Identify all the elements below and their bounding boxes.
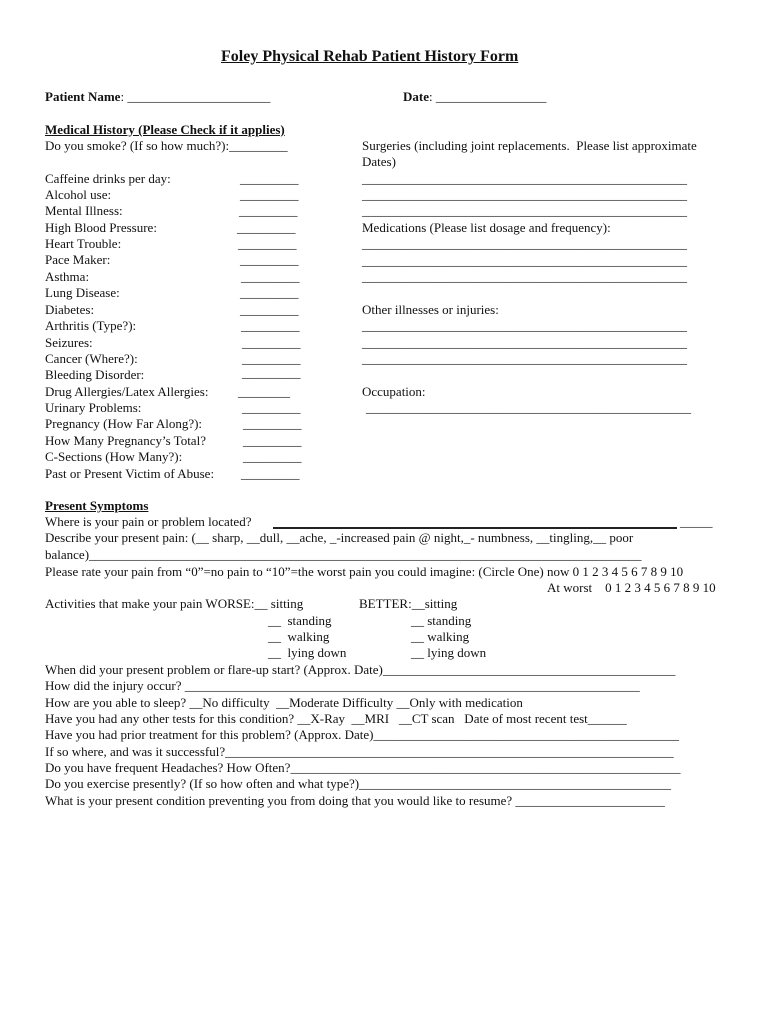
history-item-diabetes: Diabetes: <box>45 302 95 317</box>
surgeries-label-dates: Dates) <box>362 154 396 169</box>
date-label: Date <box>403 89 429 104</box>
history-item-seizures: Seizures: <box>45 335 93 350</box>
history-item-arthritis: Arthritis (Type?): <box>45 318 137 333</box>
pain-description-question[interactable]: Describe your present pain: (__ sharp, __dull, __ache, _-increased pain @ night,_- numbness, __tingling,__ poor <box>45 530 634 545</box>
medications-line[interactable]: __________________________________________________ <box>362 253 687 268</box>
occupation-line[interactable]: __________________________________________________ <box>366 400 691 415</box>
pain-location-tail[interactable]: _____ <box>680 514 713 529</box>
medications-label: Medications (Please list dosage and frequency): <box>362 220 611 235</box>
history-item-lung-disease: Lung Disease: <box>45 285 120 300</box>
smoke-question[interactable]: Do you smoke? (If so how much?):_________ <box>45 138 288 153</box>
better-option-standing[interactable]: __ standing <box>411 613 472 628</box>
history-blank-diabetes[interactable]: _________ <box>240 302 299 317</box>
question-sleep[interactable]: How are you able to sleep? __No difficulty __Moderate Difficulty __Only with medication <box>45 695 523 710</box>
question-condition-preventing[interactable]: What is your present condition preventing you from doing that you would like to resume? _______________________ <box>45 793 665 808</box>
history-item-drug-allergies: Drug Allergies/Latex Allergies: <box>45 384 209 399</box>
history-blank-asthma[interactable]: _________ <box>241 269 300 284</box>
occupation-label: Occupation: <box>362 384 426 399</box>
history-blank-pregnancy-total[interactable]: _________ <box>243 433 302 448</box>
history-blank-c-sections[interactable]: _________ <box>243 449 302 464</box>
patient-name-label: Patient Name <box>45 89 121 104</box>
pain-location-question: Where is your pain or problem located? <box>45 514 252 529</box>
pain-location-line[interactable] <box>273 527 677 529</box>
pain-rating-now[interactable]: Please rate your pain from “0”=no pain to “10”=the worst pain you could imagine: (Circle One) now 0 1 2 3 4 5 6 7 8 9 10 <box>45 564 684 579</box>
surgeries-line[interactable]: __________________________________________________ <box>362 187 687 202</box>
question-exercise[interactable]: Do you exercise presently? (If so how often and what type?)________________________________________________ <box>45 776 672 791</box>
form-title: Foley Physical Rehab Patient History Form <box>221 48 519 65</box>
history-blank-pregnancy[interactable]: _________ <box>243 416 302 431</box>
question-prior-treatment[interactable]: Have you had prior treatment for this problem? (Approx. Date)_______________________________________________ <box>45 727 680 742</box>
patient-name-field[interactable] <box>45 89 270 105</box>
history-item-pregnancy-total: How Many Pregnancy’s Total? <box>45 433 206 448</box>
history-blank-alcohol[interactable]: _________ <box>240 187 299 202</box>
history-blank-lung-disease[interactable]: _________ <box>240 285 299 300</box>
history-item-alcohol: Alcohol use: <box>45 187 112 202</box>
history-blank-caffeine[interactable]: _________ <box>240 171 299 186</box>
question-headaches[interactable]: Do you have frequent Headaches? How Often?____________________________________________________________ <box>45 760 681 775</box>
question-problem-start[interactable]: When did your present problem or flare-up start? (Approx. Date)_____________________________________________ <box>45 662 676 677</box>
history-item-caffeine: Caffeine drinks per day: <box>45 171 171 186</box>
medications-line[interactable]: __________________________________________________ <box>362 269 687 284</box>
history-item-bleeding-disorder: Bleeding Disorder: <box>45 367 145 382</box>
question-other-tests[interactable]: Have you had any other tests for this condition? __X-Ray __MRI __CT scan Date of most recent test______ <box>45 711 627 726</box>
surgeries-line[interactable]: __________________________________________________ <box>362 171 687 186</box>
surgeries-label: Surgeries (including joint replacements. Please list approximate <box>362 138 697 153</box>
patient-name-blank: : ______________________ <box>120 89 271 104</box>
history-blank-bleeding-disorder[interactable]: _________ <box>242 365 301 380</box>
history-item-pregnancy: Pregnancy (How Far Along?): <box>45 416 203 431</box>
better-option-lying-down[interactable]: __ lying down <box>411 645 487 660</box>
present-symptoms-heading: Present Symptoms <box>45 498 149 513</box>
history-item-high-blood-pressure: High Blood Pressure: <box>45 220 157 235</box>
other-illnesses-line[interactable]: __________________________________________________ <box>362 351 687 366</box>
pain-rating-worst[interactable]: At worst 0 1 2 3 4 5 6 7 8 9 10 <box>547 580 716 595</box>
medical-history-heading: Medical History (Please Check if it applies) <box>45 122 285 137</box>
worse-option-walking[interactable]: __ walking <box>268 629 330 644</box>
surgeries-line[interactable]: __________________________________________________ <box>362 203 687 218</box>
better-option-walking[interactable]: __ walking <box>411 629 470 644</box>
history-blank-cancer[interactable]: _________ <box>242 351 301 366</box>
activities-better-label[interactable]: BETTER:__sitting <box>359 596 458 611</box>
history-blank-mental-illness[interactable]: _________ <box>239 203 298 218</box>
history-item-mental-illness: Mental Illness: <box>45 203 123 218</box>
other-illnesses-line[interactable]: __________________________________________________ <box>362 335 687 350</box>
date-field[interactable] <box>403 89 546 105</box>
history-item-abuse: Past or Present Victim of Abuse: <box>45 466 215 481</box>
worse-option-standing[interactable]: __ standing <box>268 613 332 628</box>
history-blank-high-blood-pressure[interactable]: _________ <box>237 220 296 235</box>
other-illnesses-line[interactable]: __________________________________________________ <box>362 318 687 333</box>
history-item-pace-maker: Pace Maker: <box>45 252 111 267</box>
history-item-heart-trouble: Heart Trouble: <box>45 236 122 251</box>
history-blank-urinary-problems[interactable]: _________ <box>242 400 301 415</box>
other-illnesses-label: Other illnesses or injuries: <box>362 302 499 317</box>
medications-line[interactable]: __________________________________________________ <box>362 236 687 251</box>
activities-worse-label[interactable]: Activities that make your pain WORSE:__ sitting <box>45 596 304 611</box>
history-blank-pace-maker[interactable]: _________ <box>240 252 299 267</box>
history-item-asthma: Asthma: <box>45 269 90 284</box>
history-blank-drug-allergies[interactable]: ________ <box>238 384 290 399</box>
history-item-c-sections: C-Sections (How Many?): <box>45 449 183 464</box>
history-blank-heart-trouble[interactable]: _________ <box>238 236 297 251</box>
worse-option-lying-down[interactable]: __ lying down <box>268 645 347 660</box>
date-blank: : _________________ <box>429 89 547 104</box>
history-blank-arthritis[interactable]: _________ <box>241 318 300 333</box>
question-injury-occur[interactable]: How did the injury occur? ______________________________________________________________________ <box>45 678 640 693</box>
history-blank-seizures[interactable]: _________ <box>242 335 301 350</box>
question-treatment-success[interactable]: If so where, and was it successful?_____________________________________________________________________ <box>45 744 674 759</box>
history-blank-abuse[interactable]: _________ <box>241 466 300 481</box>
pain-description-line[interactable]: balance)_____________________________________________________________________________________ <box>45 547 642 562</box>
history-item-urinary-problems: Urinary Problems: <box>45 400 142 415</box>
history-item-cancer: Cancer (Where?): <box>45 351 138 366</box>
